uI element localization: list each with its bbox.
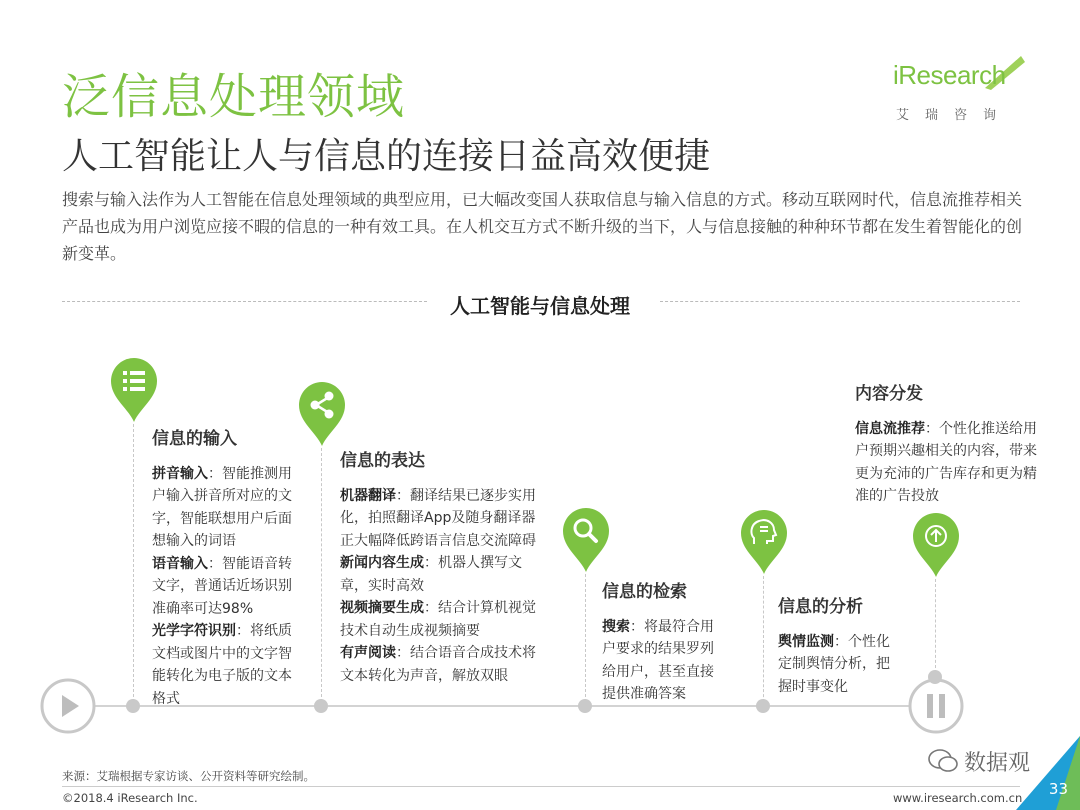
footer-url: www.iresearch.com.cn	[893, 791, 1023, 805]
logo-brand: iResearch	[893, 60, 1006, 90]
stage-1-item: 拼音输入：智能推测用户输入拼音所对应的文字，智能联想用户后面想输入的词语	[152, 465, 292, 549]
stage-1-text	[152, 428, 292, 710]
stage-1-item: 光学字符识别：将纸质文档或图片中的文字智能转化为电子版的文本格式	[152, 623, 292, 707]
stage-1-dot	[126, 699, 140, 713]
diagram-heading: 人工智能与信息处理	[450, 294, 630, 318]
wechat-icon	[928, 749, 958, 773]
stage-3-dot	[578, 699, 592, 713]
stage-3-item: 搜索：将最符合用户要求的结果罗列给用户，甚至直接提供准确答案	[602, 618, 714, 702]
page-subtitle: 人工智能让人与信息的连接日益高效便捷	[62, 136, 711, 177]
pause-button[interactable]	[908, 678, 964, 734]
play-icon	[40, 678, 96, 734]
page-title: 泛信息处理领域	[62, 69, 406, 125]
pause-icon	[908, 678, 964, 734]
stage-3-text	[602, 581, 727, 706]
stage-5-dot	[928, 670, 942, 684]
stage-4-title: 信息的分析	[778, 597, 863, 617]
watermark-text: 数据观	[964, 751, 1031, 776]
stage-4-connector	[763, 576, 764, 702]
stage-3-connector	[585, 574, 586, 702]
footer-copyright: ©2018.4 iResearch Inc.	[62, 791, 198, 805]
stage-2-item: 机器翻译：翻译结果已逐步实用化，拍照翻译App及随身翻译器正大幅降低跨语言信息交流障碍	[340, 487, 536, 549]
stage-2-item: 视频摘要生成：结合计算机视觉技术自动生成视频摘要	[340, 600, 536, 639]
footer-source: 来源：艾瑞根据专家访谈、公开资料等研究绘制。	[62, 769, 315, 783]
page-number: 33	[1048, 780, 1068, 798]
stage-4-text	[778, 596, 896, 698]
stage-4-dot	[756, 699, 770, 713]
stage-5-pin	[911, 511, 961, 579]
stage-1-pin	[109, 356, 159, 424]
stage-3-title: 信息的检索	[602, 582, 687, 602]
stage-2-item: 新闻内容生成：机器人撰写文章，实时高效	[340, 555, 522, 594]
stage-1-title: 信息的输入	[152, 429, 237, 449]
stage-4-pin	[739, 508, 789, 576]
stage-5-connector	[935, 579, 936, 673]
list-icon	[123, 371, 145, 391]
play-button[interactable]	[40, 678, 96, 734]
stage-5-title: 内容分发	[855, 384, 923, 404]
logo-brand-sub: 艾瑞咨询	[896, 108, 1013, 123]
stage-4-item: 舆情监测：个性化定制舆情分析，把握时事变化	[778, 633, 890, 695]
footer-divider	[62, 786, 1020, 787]
stage-2-pin	[297, 380, 347, 448]
stage-1-connector	[133, 424, 134, 702]
stage-2-item: 有声阅读：结合语音合成技术将文本转化为声音，解放双眼	[340, 645, 536, 684]
intro-paragraph: 搜索与输入法作为人工智能在信息处理领域的典型应用，已大幅改变国人获取信息与输入信息的方式。移动互联网时代，信息流推荐相关产品也成为用户浏览应接不暇的信息的一种有效工具。在人机交互方式不断升级的当下，人与信息接触的种种环节都在发生着智能化的创新变革。	[62, 190, 1023, 263]
stage-2-text	[340, 450, 540, 687]
stage-2-dot	[314, 699, 328, 713]
stage-2-title: 信息的表达	[340, 451, 425, 471]
stage-1-item: 语音输入：智能语音转文字，普通话近场识别准确率可达98%	[152, 555, 292, 617]
stage-5-text	[855, 383, 1040, 508]
stage-2-connector	[321, 448, 322, 702]
stage-5-item: 信息流推荐：个性化推送给用户预期兴趣相关的内容，带来更为充沛的广告库存和更为精准的广告投放	[855, 420, 1037, 504]
stage-3-pin	[561, 506, 611, 574]
